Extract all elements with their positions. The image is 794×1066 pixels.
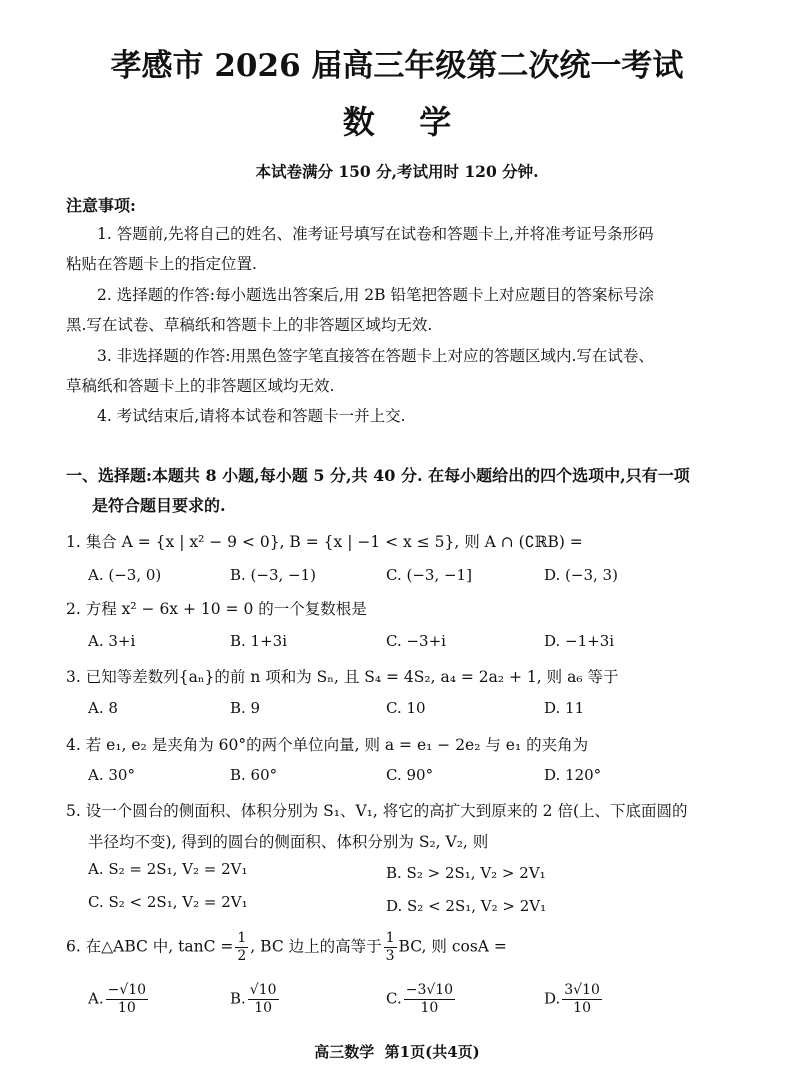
q6-stem [66,930,507,965]
q6-option-b [230,982,281,1017]
fraction-numerator: √10 [249,982,277,998]
note-3-line-2: 草稿纸和答题卡上的非答题区域均无效. [66,377,335,395]
option-fraction [248,982,279,1017]
tan-c-fraction [235,930,248,965]
q3-option-c: C. 10 [386,699,426,717]
fraction-numerator: −3√10 [405,982,454,998]
fraction-denominator: 10 [573,1000,591,1016]
fraction-denominator: 10 [117,1000,136,1016]
q1-stem: 1. 集合 A = {x | x² − 9 < 0}, B = {x | −1 < x ≤ 5}, 则 A ∩ (∁ℝB) = [66,533,583,551]
fraction-numerator: 1 [385,930,395,946]
section-1-line-2: 是符合题目要求的. [92,496,226,515]
option-fraction [404,982,455,1017]
note-4: 4. 考试结束后,请将本试卷和答题卡一并上交. [97,407,406,425]
q6-stem-mid: , BC 边上的高等于 [250,937,382,956]
q4-option-d: D. 120° [544,766,602,784]
fraction-numerator: −√10 [107,982,147,998]
option-fraction [106,982,148,1017]
q6-option-d [544,982,604,1017]
note-1-line-2: 粘贴在答题卡上的指定位置. [66,255,257,273]
q1-option-c: C. (−3, −1] [386,566,472,584]
q2-option-b: B. 1+3i [230,632,288,650]
q2-option-d: D. −1+3i [544,632,615,650]
fraction-denominator: 10 [254,1000,273,1016]
q5-stem-line-1: 5. 设一个圆台的侧面积、体积分别为 S₁、V₁, 将它的高扩大到原来的 2 倍(上、下底面圆的 [66,802,688,820]
q5-option-b: B. S₂ > 2S₁, V₂ > 2V₁ [386,864,546,882]
q6-stem-post: BC, 则 cosA = [398,937,507,956]
q6-option-c [386,982,457,1017]
q1-option-b: B. (−3, −1) [230,566,317,584]
q6-option-a [88,982,150,1017]
exam-info: 本试卷满分 150 分,考试用时 120 分钟. [255,162,539,181]
option-label: A. [88,989,104,1008]
q3-option-d: D. 11 [544,699,585,717]
q2-option-c: C. −3+i [386,632,446,650]
option-fraction [562,982,602,1017]
fraction-denominator: 2 [237,948,247,964]
q4-stem: 4. 若 e₁, e₂ 是夹角为 60°的两个单位向量, 则 a = e₁ − 2e₂ 与 e₁ 的夹角为 [66,736,589,754]
q4-option-c: C. 90° [386,766,434,784]
note-3-line-1: 3. 非选择题的作答:用黑色签字笔直接答在答题卡上对应的答题区域内.写在试卷、 [97,347,654,365]
fraction-numerator: 1 [237,930,247,946]
page-footer: 高三数学 第1页(共4页) [314,1043,480,1061]
fraction-denominator: 3 [385,948,395,964]
fraction-denominator: 10 [420,1000,439,1016]
q5-option-c: C. S₂ < 2S₁, V₂ = 2V₁ [88,893,248,911]
note-2-line-1: 2. 选择题的作答:每小题选出答案后,用 2B 铅笔把答题卡上对应题目的答案标号涂 [97,286,654,304]
q3-option-a: A. 8 [88,699,118,717]
q5-stem-line-2: 半径均不变), 得到的圆台的侧面积、体积分别为 S₂, V₂, 则 [88,833,489,851]
exam-title: 孝感市 2026 届高三年级第二次统一考试 [110,48,684,84]
subject-title: 数 学 [342,103,452,141]
height-fraction [384,930,397,965]
q2-option-a: A. 3+i [88,632,136,650]
option-label: D. [544,989,561,1008]
q2-stem: 2. 方程 x² − 6x + 10 = 0 的一个复数根是 [66,600,367,618]
option-label: C. [386,989,402,1008]
q1-option-d: D. (−3, 3) [544,566,618,584]
q5-option-a: A. S₂ = 2S₁, V₂ = 2V₁ [88,860,248,878]
notes-heading: 注意事项: [66,196,136,215]
section-1-line-1: 一、选择题:本题共 8 小题,每小题 5 分,共 40 分. 在每小题给出的四个选项中,只有一项 [66,466,690,485]
fraction-numerator: 3√10 [564,982,600,998]
q5-option-d: D. S₂ < 2S₁, V₂ > 2V₁ [386,897,547,915]
option-label: B. [230,989,246,1008]
note-2-line-2: 黑.写在试卷、草稿纸和答题卡上的非答题区域均无效. [66,316,433,334]
q6-stem-pre: 6. 在△ABC 中, tanC = [66,937,234,956]
q4-option-a: A. 30° [88,766,135,784]
note-1-line-1: 1. 答题前,先将自己的姓名、准考证号填写在试卷和答题卡上,并将准考证号条形码 [97,225,654,243]
q1-option-a: A. (−3, 0) [88,566,162,584]
q3-stem: 3. 已知等差数列{aₙ}的前 n 项和为 Sₙ, 且 S₄ = 4S₂, a₄ = 2a₂ + 1, 则 a₆ 等于 [66,668,619,686]
q4-option-b: B. 60° [230,766,278,784]
q3-option-b: B. 9 [230,699,261,717]
